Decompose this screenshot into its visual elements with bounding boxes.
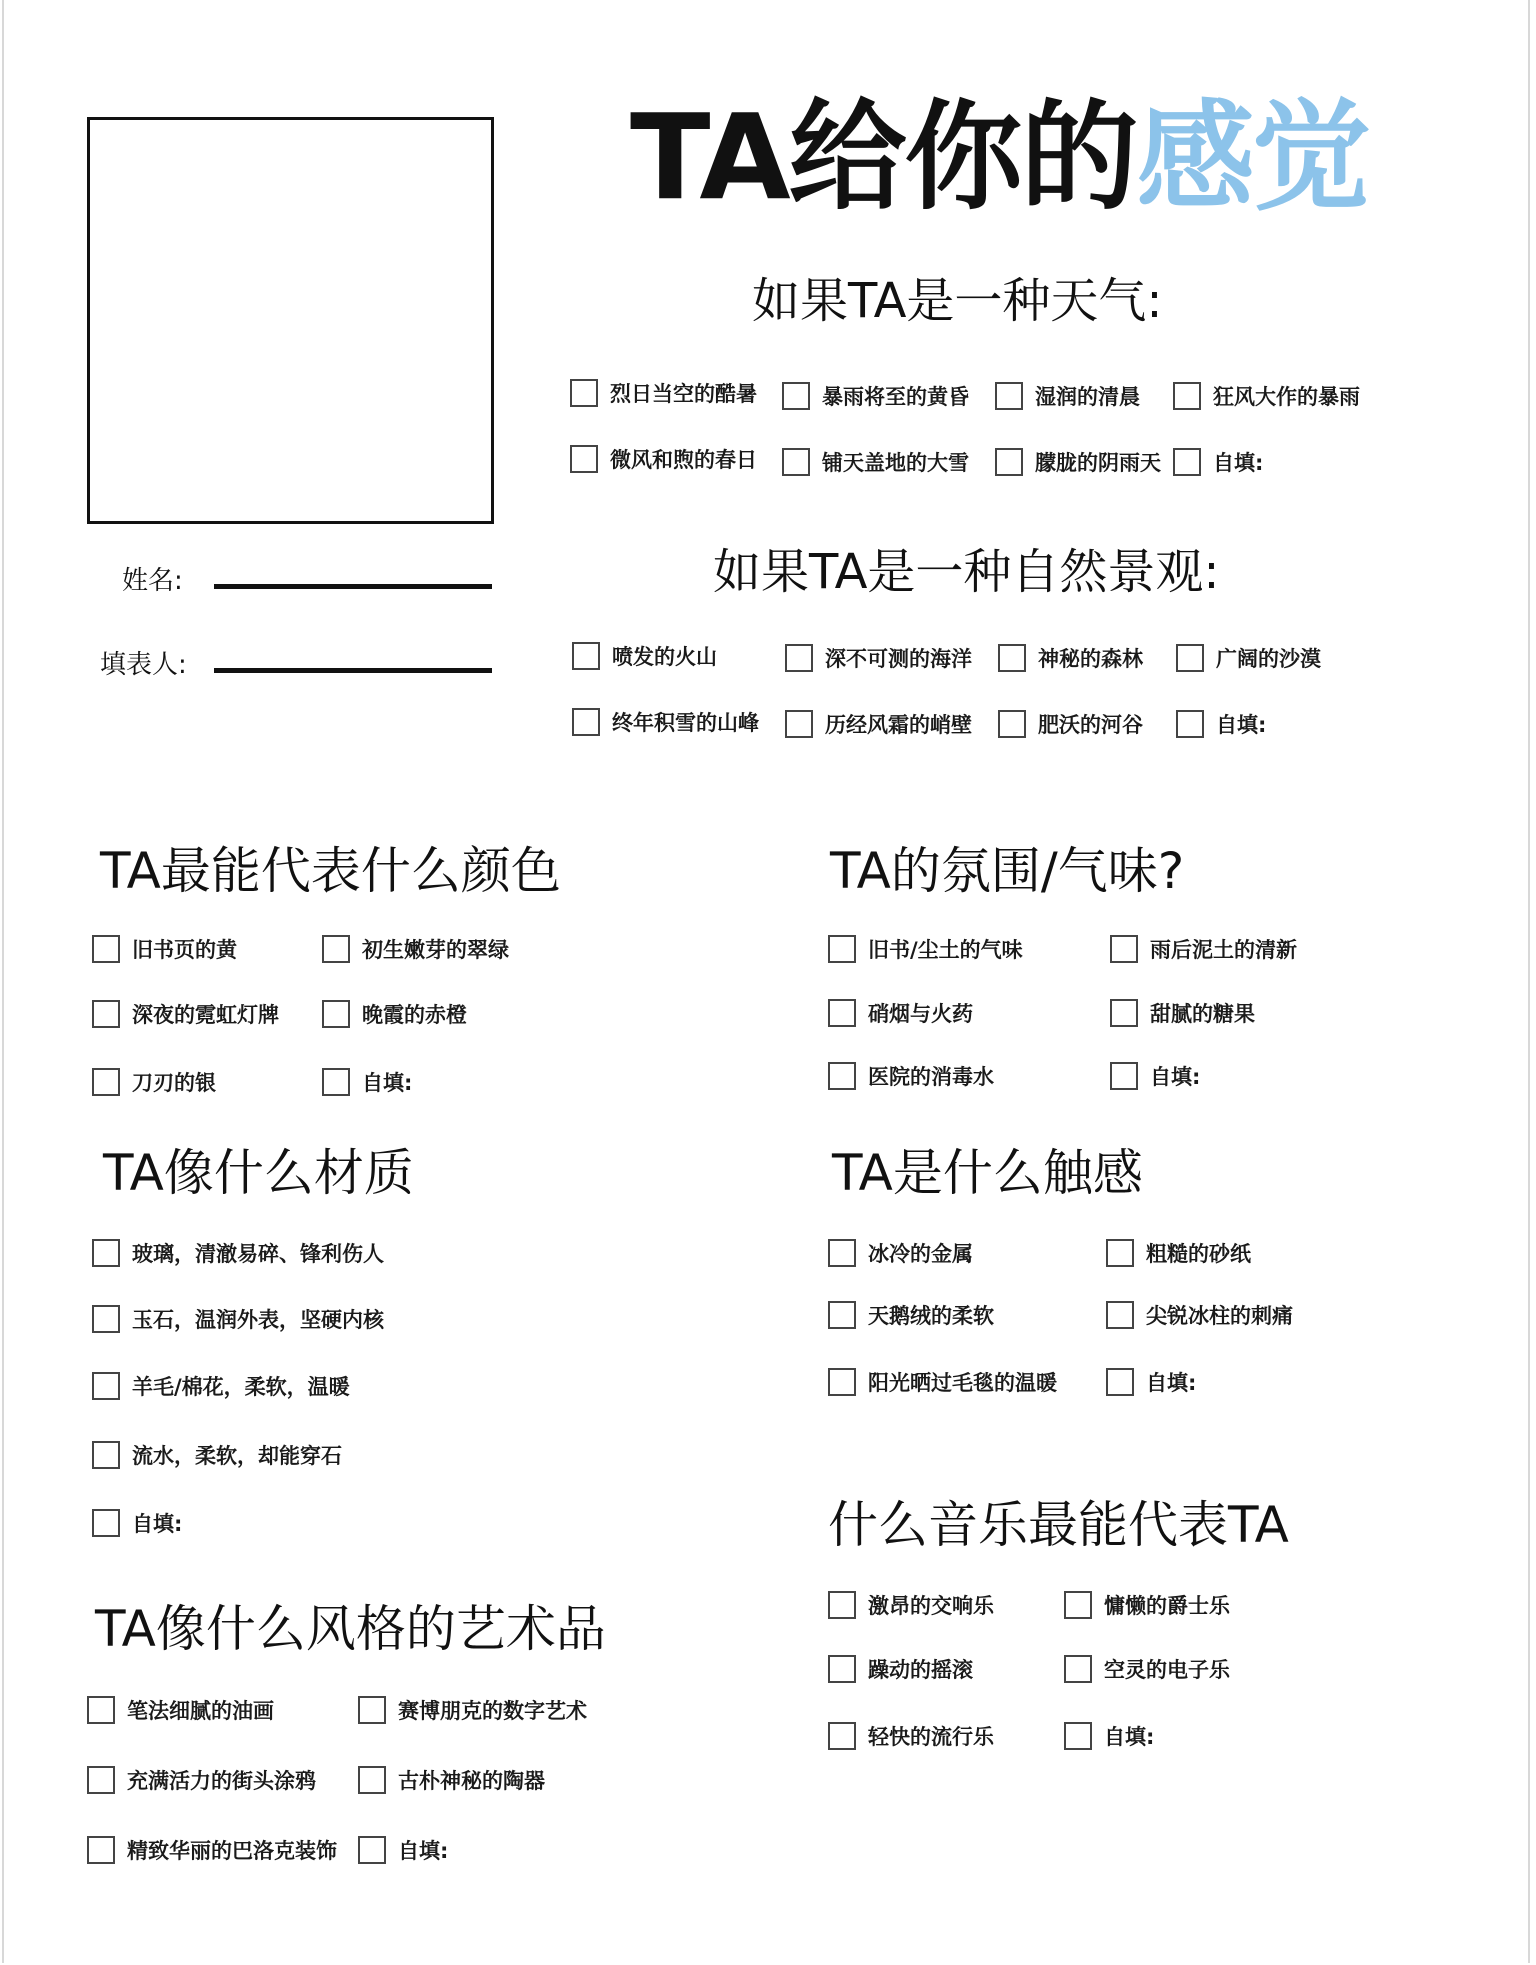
weather-option[interactable]: 狂风大作的暴雨: [1173, 376, 1360, 416]
material-option[interactable]: 羊毛/棉花，柔软，温暖: [92, 1366, 350, 1406]
landscape-option[interactable]: 自填:: [1176, 704, 1266, 744]
checkbox[interactable]: [828, 999, 856, 1027]
landscape-option[interactable]: 肥沃的河谷: [998, 704, 1143, 744]
scent-option[interactable]: 自填:: [1110, 1056, 1200, 1096]
scent-option[interactable]: 甜腻的糖果: [1110, 993, 1255, 1033]
landscape-option[interactable]: 历经风霜的峭壁: [785, 704, 972, 744]
scent-option[interactable]: 雨后泥土的清新: [1110, 929, 1297, 969]
material-option[interactable]: 玉石，温润外表，坚硬内核: [92, 1299, 384, 1339]
material-option[interactable]: 流水，柔软，却能穿石: [92, 1435, 342, 1475]
name-input-line[interactable]: [214, 584, 492, 589]
music-option[interactable]: 激昂的交响乐: [828, 1585, 994, 1625]
music-option[interactable]: 空灵的电子乐: [1064, 1649, 1230, 1689]
checkbox[interactable]: [828, 935, 856, 963]
checkbox[interactable]: [92, 1372, 120, 1400]
checkbox[interactable]: [322, 935, 350, 963]
music-option[interactable]: 轻快的流行乐: [828, 1716, 994, 1756]
weather-option[interactable]: 自填:: [1173, 442, 1263, 482]
checkbox[interactable]: [87, 1766, 115, 1794]
checkbox[interactable]: [1064, 1722, 1092, 1750]
scent-option[interactable]: 旧书/尘土的气味: [828, 929, 1023, 969]
color-option[interactable]: 刀刃的银: [92, 1062, 216, 1102]
color-option[interactable]: 自填:: [322, 1062, 412, 1102]
checkbox[interactable]: [828, 1301, 856, 1329]
touch-option[interactable]: 冰冷的金属: [828, 1233, 973, 1273]
checkbox[interactable]: [1176, 644, 1204, 672]
weather-option[interactable]: 烈日当空的酷暑: [570, 373, 757, 413]
landscape-heading: 如果TA是一种自然景观:: [713, 544, 1220, 600]
landscape-option[interactable]: 广阔的沙漠: [1176, 638, 1321, 678]
checkbox[interactable]: [1064, 1655, 1092, 1683]
checkbox[interactable]: [1110, 1062, 1138, 1090]
art-option[interactable]: 笔法细腻的油画: [87, 1690, 274, 1730]
color-option[interactable]: 旧书页的黄: [92, 929, 237, 969]
checkbox[interactable]: [782, 448, 810, 476]
touch-option[interactable]: 自填:: [1106, 1362, 1196, 1402]
checkbox[interactable]: [828, 1368, 856, 1396]
checkbox[interactable]: [1176, 710, 1204, 738]
checkbox[interactable]: [998, 644, 1026, 672]
landscape-option[interactable]: 终年积雪的山峰: [572, 702, 759, 742]
touch-option[interactable]: 天鹅绒的柔软: [828, 1295, 994, 1335]
page-title-main: TA给你的: [630, 88, 1137, 226]
page-title-accent: 感觉: [1136, 88, 1369, 226]
checkbox[interactable]: [358, 1836, 386, 1864]
checkbox[interactable]: [1106, 1301, 1134, 1329]
art-option[interactable]: 精致华丽的巴洛克装饰: [87, 1830, 337, 1870]
page-title: [630, 88, 1369, 226]
checkbox[interactable]: [570, 379, 598, 407]
landscape-option[interactable]: 深不可测的海洋: [785, 638, 972, 678]
name-field: [122, 558, 183, 598]
checkbox[interactable]: [785, 644, 813, 672]
scent-heading: TA的氛围/气味?: [830, 842, 1185, 900]
music-option[interactable]: 自填:: [1064, 1716, 1154, 1756]
material-heading: TA像什么材质: [103, 1144, 414, 1202]
checkbox[interactable]: [92, 1441, 120, 1469]
checkbox[interactable]: [828, 1062, 856, 1090]
scent-option[interactable]: 硝烟与火药: [828, 993, 973, 1033]
checkbox[interactable]: [92, 1068, 120, 1096]
checkbox[interactable]: [995, 382, 1023, 410]
checkbox[interactable]: [358, 1766, 386, 1794]
checkbox[interactable]: [572, 708, 600, 736]
landscape-option[interactable]: 神秘的森林: [998, 638, 1143, 678]
checkbox[interactable]: [1106, 1239, 1134, 1267]
checkbox[interactable]: [995, 448, 1023, 476]
color-option[interactable]: 深夜的霓虹灯牌: [92, 994, 279, 1034]
weather-heading: 如果TA是一种天气:: [752, 273, 1163, 329]
checkbox[interactable]: [92, 1305, 120, 1333]
checkbox[interactable]: [1173, 382, 1201, 410]
weather-option[interactable]: 朦胧的阴雨天: [995, 442, 1161, 482]
name-label: 姓名:: [122, 565, 183, 596]
checkbox[interactable]: [785, 710, 813, 738]
checkbox[interactable]: [828, 1591, 856, 1619]
checkbox[interactable]: [92, 935, 120, 963]
art-heading: TA像什么风格的艺术品: [95, 1600, 606, 1658]
checkbox[interactable]: [1173, 448, 1201, 476]
music-heading: 什么音乐最能代表TA: [828, 1496, 1289, 1554]
checkbox[interactable]: [572, 642, 600, 670]
scent-option[interactable]: 医院的消毒水: [828, 1056, 994, 1096]
touch-option[interactable]: 阳光晒过毛毯的温暖: [828, 1362, 1057, 1402]
weather-option[interactable]: 微风和煦的春日: [570, 439, 757, 479]
touch-option[interactable]: 粗糙的砂纸: [1106, 1233, 1251, 1273]
weather-option[interactable]: 暴雨将至的黄昏: [782, 376, 969, 416]
checkbox[interactable]: [1110, 935, 1138, 963]
checkbox[interactable]: [92, 1239, 120, 1267]
music-option[interactable]: 躁动的摇滚: [828, 1649, 973, 1689]
color-option[interactable]: 晚霞的赤橙: [322, 994, 467, 1034]
art-option[interactable]: 充满活力的街头涂鸦: [87, 1760, 316, 1800]
checkbox[interactable]: [1110, 999, 1138, 1027]
checkbox[interactable]: [358, 1696, 386, 1724]
touch-option[interactable]: 尖锐冰柱的刺痛: [1106, 1295, 1293, 1335]
checkbox[interactable]: [998, 710, 1026, 738]
checkbox[interactable]: [570, 445, 598, 473]
checkbox[interactable]: [92, 1509, 120, 1537]
checkbox[interactable]: [782, 382, 810, 410]
checkbox[interactable]: [322, 1000, 350, 1028]
checkbox[interactable]: [828, 1239, 856, 1267]
checkbox[interactable]: [1106, 1368, 1134, 1396]
material-option[interactable]: 玻璃，清澈易碎、锋利伤人: [92, 1233, 384, 1273]
landscape-option[interactable]: 喷发的火山: [572, 636, 717, 676]
art-option[interactable]: 古朴神秘的陶器: [358, 1760, 545, 1800]
checkbox[interactable]: [92, 1000, 120, 1028]
checkbox[interactable]: [828, 1655, 856, 1683]
photo-box[interactable]: [87, 117, 494, 524]
filler-label: 填表人:: [100, 649, 187, 680]
art-option[interactable]: 自填:: [358, 1830, 448, 1870]
touch-heading: TA是什么触感: [832, 1144, 1143, 1202]
checkbox[interactable]: [322, 1068, 350, 1096]
checkbox[interactable]: [87, 1836, 115, 1864]
weather-option[interactable]: 湿润的清晨: [995, 376, 1140, 416]
checkbox[interactable]: [828, 1722, 856, 1750]
color-option[interactable]: 初生嫩芽的翠绿: [322, 929, 509, 969]
art-option[interactable]: 赛博朋克的数字艺术: [358, 1690, 587, 1730]
weather-option[interactable]: 铺天盖地的大雪: [782, 442, 969, 482]
color-heading: TA最能代表什么颜色: [100, 842, 561, 900]
filler-field: [100, 642, 187, 682]
checkbox[interactable]: [87, 1696, 115, 1724]
music-option[interactable]: 慵懒的爵士乐: [1064, 1585, 1230, 1625]
filler-input-line[interactable]: [214, 668, 492, 673]
material-option[interactable]: 自填:: [92, 1503, 182, 1543]
checkbox[interactable]: [1064, 1591, 1092, 1619]
